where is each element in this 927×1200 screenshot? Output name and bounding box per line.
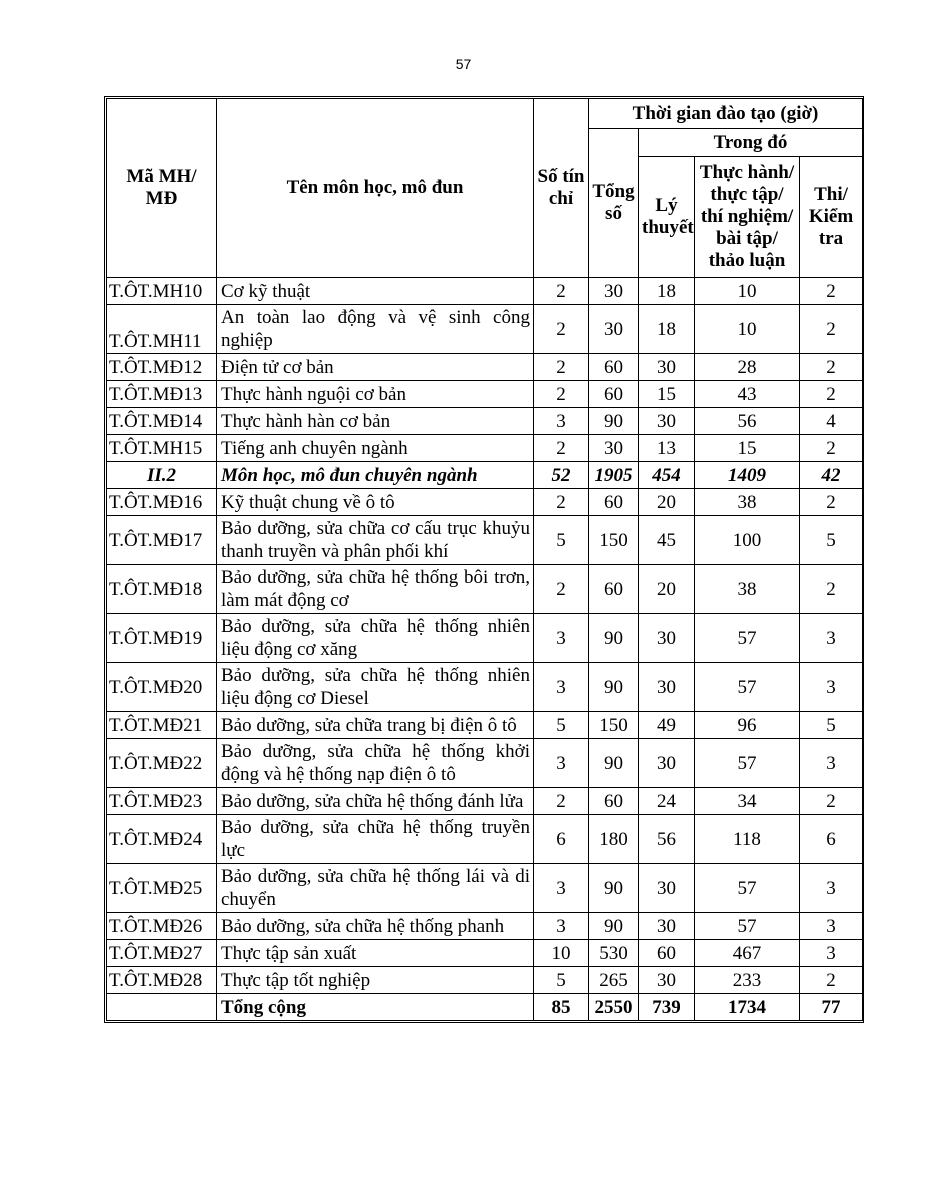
row-name: Bảo dưỡng, sửa chữa hệ thống phanh [217,913,534,940]
row-exam: 5 [800,712,863,739]
row-theory: 30 [639,663,695,712]
row-total: 60 [589,381,639,408]
section-practice: 1409 [695,462,800,489]
row-credits: 2 [534,489,589,516]
row-theory: 30 [639,614,695,663]
section-theory: 454 [639,462,695,489]
row-code: T.ÔT.MH10 [107,278,217,305]
row-total: 90 [589,614,639,663]
row-practice: 15 [695,435,800,462]
section-total: 1905 [589,462,639,489]
row-exam: 2 [800,565,863,614]
row-exam: 2 [800,305,863,354]
row-exam: 3 [800,913,863,940]
table-row [107,864,863,913]
row-theory: 30 [639,354,695,381]
row-total: 30 [589,278,639,305]
table-row [107,408,863,435]
row-exam: 2 [800,435,863,462]
table-row [107,435,863,462]
row-practice: 10 [695,305,800,354]
row-exam: 2 [800,354,863,381]
row-credits: 2 [534,565,589,614]
row-practice: 57 [695,739,800,788]
table-row [107,381,863,408]
row-practice: 233 [695,967,800,994]
row-code: T.ÔT.MĐ26 [107,913,217,940]
table-row [107,489,863,516]
row-name: Bảo dưỡng, sửa chữa hệ thống nhiên liệu động cơ Diesel [217,663,534,712]
row-practice: 34 [695,788,800,815]
row-exam: 4 [800,408,863,435]
row-exam: 2 [800,788,863,815]
row-credits: 5 [534,712,589,739]
row-theory: 30 [639,913,695,940]
table-row [107,614,863,663]
table-row [107,305,863,354]
row-exam: 6 [800,815,863,864]
row-name: Thực tập sản xuất [217,940,534,967]
row-exam: 2 [800,967,863,994]
row-theory: 24 [639,788,695,815]
table-row [107,913,863,940]
row-practice: 118 [695,815,800,864]
table-row [107,815,863,864]
row-exam: 2 [800,489,863,516]
row-practice: 96 [695,712,800,739]
header-credits: Số tín chỉ [534,99,589,278]
row-name: Kỹ thuật chung về ô tô [217,489,534,516]
header-practice: Thực hành/ thực tập/ thí nghiệm/ bài tập/ thảo luận [695,157,800,278]
row-total: 90 [589,913,639,940]
row-total: 60 [589,354,639,381]
row-practice: 28 [695,354,800,381]
curriculum-table-frame [104,96,864,1023]
row-credits: 2 [534,435,589,462]
row-name: Thực tập tốt nghiệp [217,967,534,994]
row-name: Thực hành nguội cơ bản [217,381,534,408]
row-code: T.ÔT.MĐ14 [107,408,217,435]
row-credits: 10 [534,940,589,967]
row-total: 180 [589,815,639,864]
row-name: Thực hành hàn cơ bản [217,408,534,435]
row-exam: 3 [800,940,863,967]
row-credits: 2 [534,788,589,815]
row-practice: 38 [695,565,800,614]
row-credits: 3 [534,408,589,435]
row-practice: 57 [695,913,800,940]
section-code: II.2 [107,462,217,489]
section-name: Môn học, mô đun chuyên ngành [217,462,534,489]
row-total: 90 [589,739,639,788]
table-row [107,940,863,967]
row-credits: 6 [534,815,589,864]
row-practice: 467 [695,940,800,967]
header-code: Mã MH/ MĐ [107,99,217,278]
total-hours: 2550 [589,994,639,1021]
row-exam: 5 [800,516,863,565]
row-theory: 30 [639,967,695,994]
row-theory: 45 [639,516,695,565]
row-code: T.ÔT.MĐ18 [107,565,217,614]
page-number: 57 [455,56,472,72]
row-code: T.ÔT.MĐ19 [107,614,217,663]
row-credits: 3 [534,739,589,788]
table-row [107,739,863,788]
row-code: T.ÔT.MĐ23 [107,788,217,815]
row-name: Bảo dưỡng, sửa chữa hệ thống bôi trơn, làm mát động cơ [217,565,534,614]
row-practice: 38 [695,489,800,516]
row-name: Bảo dưỡng, sửa chữa hệ thống khởi động và hệ thống nạp điện ô tô [217,739,534,788]
row-credits: 3 [534,864,589,913]
row-name: Điện tử cơ bản [217,354,534,381]
row-name: Bảo dưỡng, sửa chữa trang bị điện ô tô [217,712,534,739]
table-row [107,712,863,739]
row-theory: 20 [639,489,695,516]
total-label: Tổng cộng [217,994,534,1021]
row-code: T.ÔT.MĐ28 [107,967,217,994]
row-total: 90 [589,864,639,913]
row-credits: 3 [534,913,589,940]
row-code: T.ÔT.MĐ16 [107,489,217,516]
curriculum-table [106,98,863,1021]
row-name: Bảo dưỡng, sửa chữa cơ cấu trục khuỷu thanh truyền và phân phối khí [217,516,534,565]
row-total: 265 [589,967,639,994]
total-exam: 77 [800,994,863,1021]
row-code: T.ÔT.MĐ17 [107,516,217,565]
total-row [107,994,863,1021]
row-credits: 2 [534,278,589,305]
row-code: T.ÔT.MĐ13 [107,381,217,408]
row-practice: 57 [695,614,800,663]
row-exam: 3 [800,864,863,913]
header-time-group: Thời gian đào tạo (giờ) [589,99,863,129]
row-exam: 3 [800,739,863,788]
row-practice: 100 [695,516,800,565]
row-code: T.ÔT.MĐ20 [107,663,217,712]
row-credits: 5 [534,516,589,565]
table-row [107,663,863,712]
row-credits: 5 [534,967,589,994]
row-total: 90 [589,408,639,435]
row-code: T.ÔT.MĐ12 [107,354,217,381]
row-credits: 3 [534,614,589,663]
header-exam: Thi/ Kiểm tra [800,157,863,278]
row-theory: 30 [639,739,695,788]
row-theory: 18 [639,305,695,354]
row-name: Bảo dưỡng, sửa chữa hệ thống truyền lực [217,815,534,864]
row-practice: 43 [695,381,800,408]
row-practice: 57 [695,663,800,712]
row-practice: 10 [695,278,800,305]
row-total: 30 [589,305,639,354]
table-row [107,565,863,614]
row-theory: 30 [639,408,695,435]
row-theory: 20 [639,565,695,614]
header-within: Trong đó [639,129,863,157]
row-total: 60 [589,565,639,614]
header-name: Tên môn học, mô đun [217,99,534,278]
row-total: 30 [589,435,639,462]
row-theory: 56 [639,815,695,864]
row-name: An toàn lao động và vệ sinh công nghiệp [217,305,534,354]
section-exam: 42 [800,462,863,489]
header-theory: Lý thuyết [639,157,695,278]
table-row [107,788,863,815]
row-exam: 2 [800,278,863,305]
row-theory: 15 [639,381,695,408]
row-theory: 13 [639,435,695,462]
row-exam: 3 [800,663,863,712]
row-theory: 18 [639,278,695,305]
row-total: 60 [589,788,639,815]
row-name: Tiếng anh chuyên ngành [217,435,534,462]
header-total: Tổng số [589,129,639,278]
row-code: T.ÔT.MĐ22 [107,739,217,788]
row-practice: 57 [695,864,800,913]
row-code: T.ÔT.MĐ24 [107,815,217,864]
row-name: Bảo dưỡng, sửa chữa hệ thống nhiên liệu động cơ xăng [217,614,534,663]
row-code: T.ÔT.MĐ21 [107,712,217,739]
row-theory: 49 [639,712,695,739]
row-theory: 60 [639,940,695,967]
table-row [107,967,863,994]
row-theory: 30 [639,864,695,913]
row-code: T.ÔT.MH15 [107,435,217,462]
row-credits: 2 [534,354,589,381]
row-credits: 2 [534,305,589,354]
row-exam: 3 [800,614,863,663]
table-row [107,278,863,305]
row-total: 60 [589,489,639,516]
total-code [107,994,217,1021]
row-name: Bảo dưỡng, sửa chữa hệ thống lái và di chuyển [217,864,534,913]
row-total: 150 [589,516,639,565]
section-row [107,462,863,489]
row-practice: 56 [695,408,800,435]
row-code: T.ÔT.MĐ27 [107,940,217,967]
row-name: Cơ kỹ thuật [217,278,534,305]
total-theory: 739 [639,994,695,1021]
total-practice: 1734 [695,994,800,1021]
total-credits: 85 [534,994,589,1021]
row-credits: 2 [534,381,589,408]
row-total: 90 [589,663,639,712]
row-code: T.ÔT.MH11 [107,305,217,354]
row-total: 530 [589,940,639,967]
table-row [107,516,863,565]
row-name: Bảo dưỡng, sửa chữa hệ thống đánh lửa [217,788,534,815]
table-row [107,354,863,381]
section-credits: 52 [534,462,589,489]
row-exam: 2 [800,381,863,408]
row-code: T.ÔT.MĐ25 [107,864,217,913]
row-credits: 3 [534,663,589,712]
row-total: 150 [589,712,639,739]
